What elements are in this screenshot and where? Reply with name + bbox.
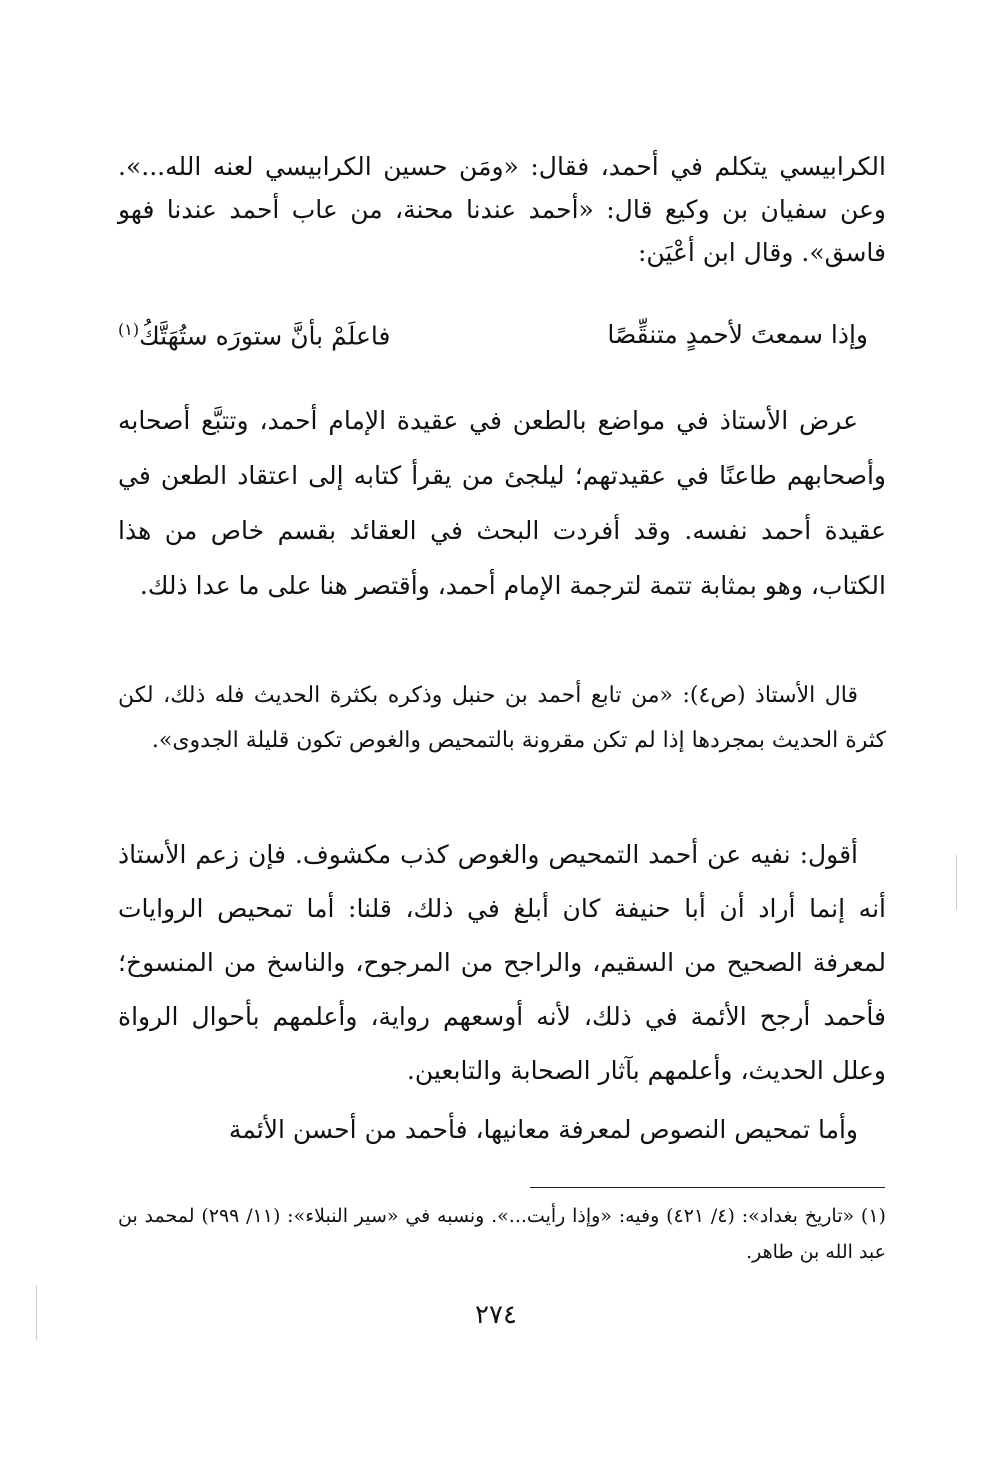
paragraph-response: أقول: نفيه عن أحمد التمحيص والغوص كذب مكشوف. فإن زعم الأستاذ أنه إنما أراد أن أبا حنيفة كان أبلغ في ذلك، قلنا: أما تمحيص الروايات لمعرفة الصحيح من السقيم، والراجح من المرجوح، والناسخ من المنسوخ؛ فأحمد أرجح الأئمة في ذلك، لأنه أوسعهم رواية، وأعلمهم بأحوال الرواة وعلل الحديث، وأعلمهم بآثار الصحابة والتابعين. [118,840,886,1085]
verse-first-hemistich: وإذا سمعتَ لأحمدٍ متنقِّصًا [607,320,868,349]
paragraph-critique: عرض الأستاذ في مواضع بالطعن في عقيدة الإمام أحمد، وتتبَّع أصحابه وأصحابهم طاعنًا في عقيدتهم؛ ليلجئ من يقرأ كتابه إلى اعتقاد الطعن في عقيدة أحمد نفسه. وقد أفردت البحث في العقائد بقسم خاص من هذا الكتاب، وهو بمثابة تتمة لترجمة الإمام أحمد، وأقتصر هنا على ما عدا ذلك. [118,406,886,600]
paragraph-intro: الكرابيسي يتكلم في أحمد، فقال: «ومَن حسين الكرابيسي لعنه الله...». وعن سفيان بن وكيع قال: «أحمد عندنا محنة، من عاب أحمد عندنا فهو فاسق». وقال ابن أعْيَن: [118,152,886,267]
paragraph-continuation: وأما تمحيص النصوص لمعرفة معانيها، فأحمد من أحسن الأئمة [228,1115,858,1144]
scan-margin-mark [956,855,957,910]
verse-second-hemistich: فاعلَمْ بأنَّ ستورَه ستُهَتَّكُ [139,321,391,351]
page-number: ٢٧٤ [475,1300,517,1330]
footnote: (١) «تاريخ بغداد»: (٤/ ٤٢١) وفيه: «وإذا رأيت...». ونسبه في «سير النبلاء»: (١١/ ٢٩٩) لمحمد بن عبد الله بن طاهر. [118,1205,886,1263]
footnote-reference: (١) [118,320,140,339]
poetry-verse [118,320,886,370]
scan-margin-mark [36,1285,37,1340]
footnote-divider [530,1187,885,1188]
verse-second-hemistich-wrapper [118,320,390,350]
paragraph-quote: قال الأستاذ (ص٤): «من تابع أحمد بن حنبل وذكره بكثرة الحديث فله ذلك، لكن كثرة الحديث بمجردها إذا لم تكن مقرونة بالتمحيص والغوص تكون قليلة الجدوى». [118,683,886,753]
